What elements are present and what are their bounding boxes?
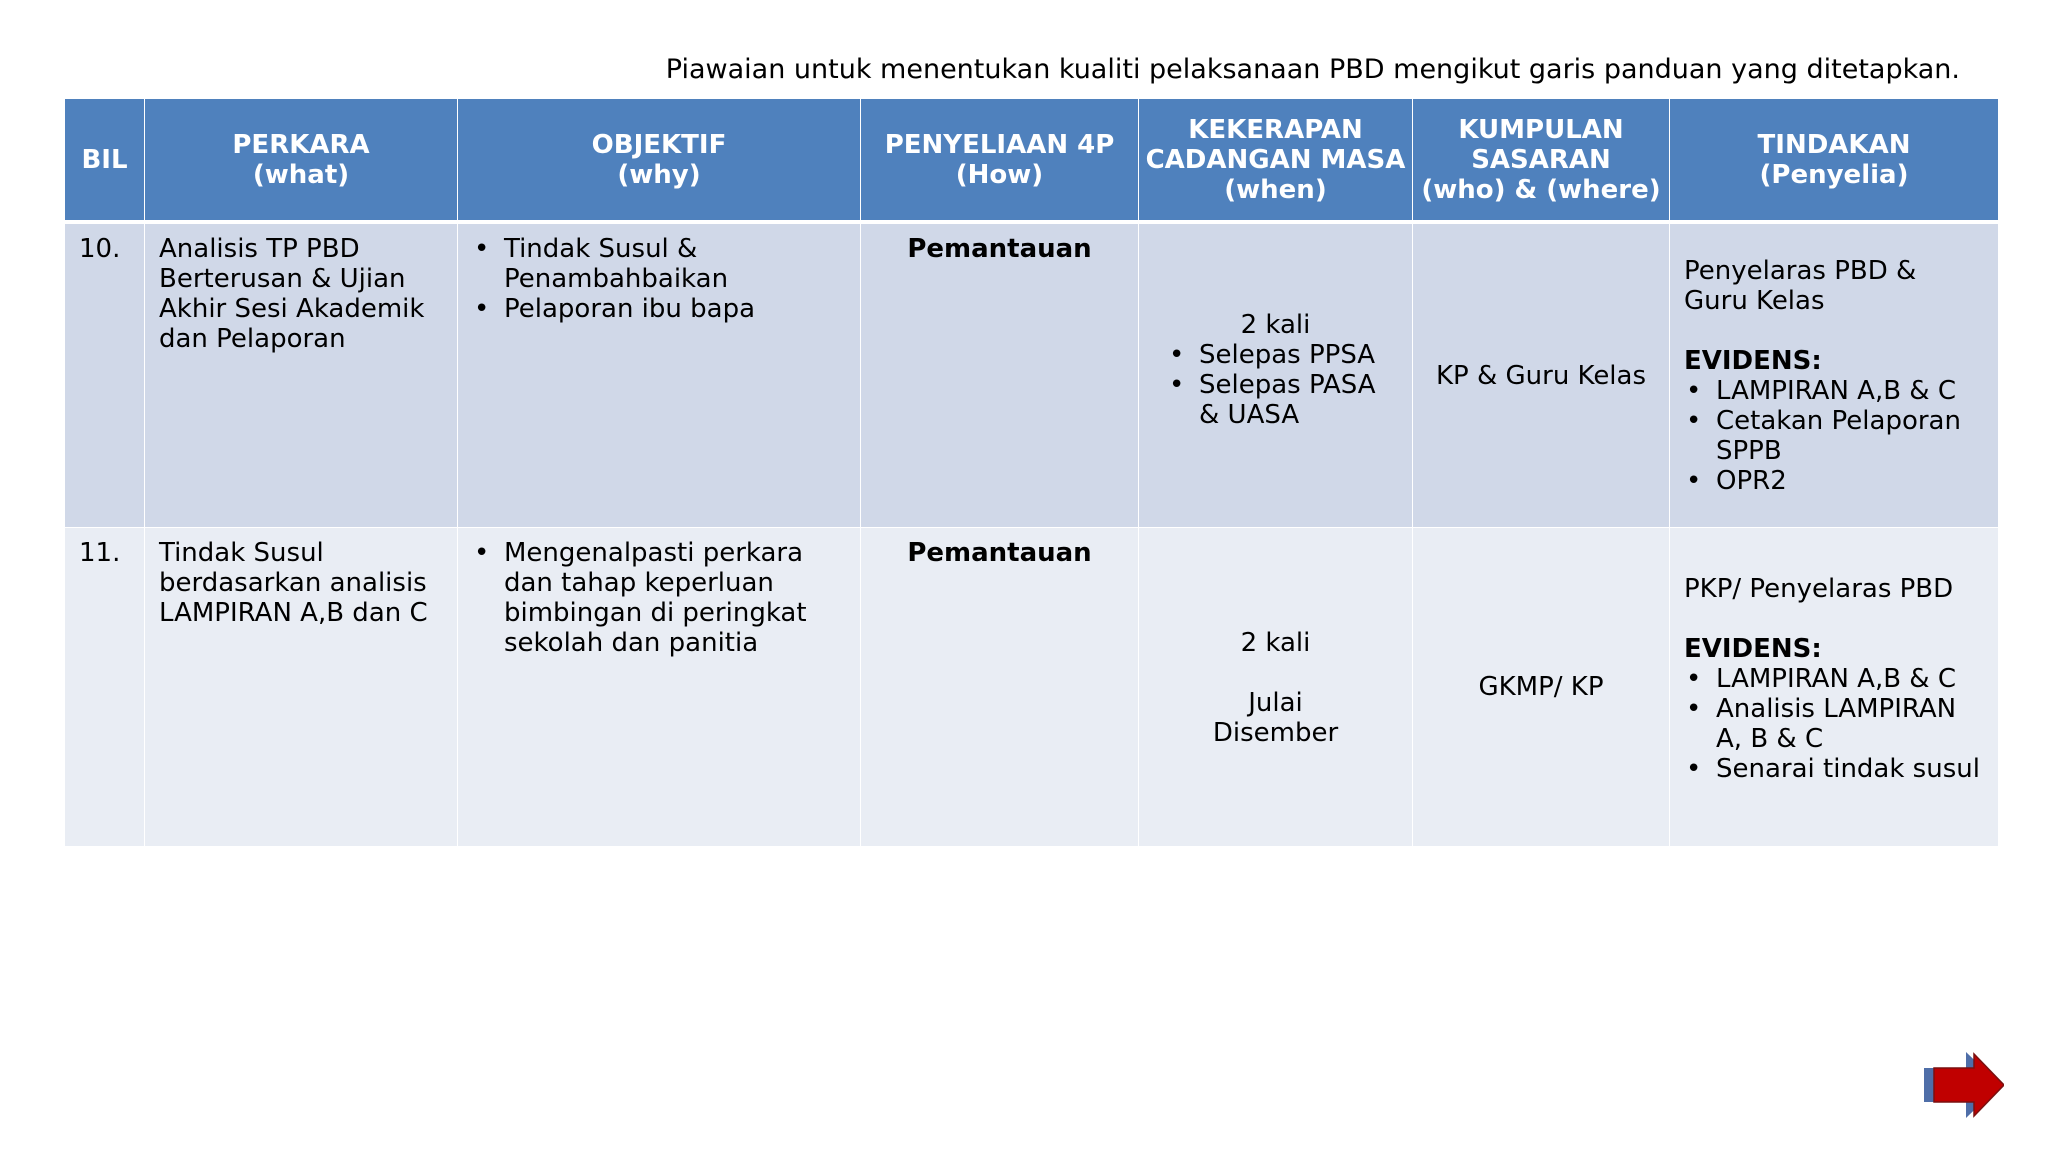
supervision-table	[64, 98, 1999, 847]
header-bil	[65, 99, 145, 223]
header-perkara-sub: (what)	[252, 159, 350, 190]
evidens-list	[1684, 664, 1984, 784]
header-objektif-sub: (why)	[617, 159, 701, 190]
table-row	[65, 222, 1999, 528]
tindakan-wrap	[1670, 224, 1998, 504]
kumpulan-text: KP & Guru Kelas	[1435, 360, 1647, 391]
cell-perkara	[145, 222, 458, 528]
objektif-list	[472, 234, 846, 324]
cell-perkara	[145, 528, 458, 847]
header-tindakan-sub: (Penyelia)	[1759, 159, 1909, 190]
list-item: • Senarai tindak susul	[1716, 754, 1984, 784]
header-perkara	[145, 99, 458, 223]
spacer	[1153, 658, 1398, 688]
header-penyeliaan-sub: (How)	[955, 159, 1044, 190]
cell-objektif	[458, 528, 861, 847]
objektif-list-wrap	[458, 224, 860, 332]
header-tindakan	[1670, 99, 1999, 223]
kekerapan-line-1: Julai	[1248, 688, 1303, 718]
header-kekerapan	[1139, 99, 1413, 223]
bil-number: 11.	[79, 538, 121, 568]
header-perkara-label: PERKARA	[232, 129, 370, 160]
kumpulan-text: GKMP/ KP	[1478, 672, 1604, 702]
evidens-label: EVIDENS:	[1684, 634, 1822, 664]
list-item: • Pelaporan ibu bapa	[504, 294, 846, 324]
next-slide-button[interactable]	[1924, 1050, 2004, 1120]
penyeliaan-text: Pemantauan	[907, 234, 1092, 264]
list-item: • Analisis LAMPIRAN A, B & C	[1716, 694, 1984, 754]
kekerapan-line-2: Disember	[1212, 718, 1339, 748]
list-item: • LAMPIRAN A,B & C	[1716, 376, 1984, 406]
header-tindakan-label: TINDAKAN	[1757, 129, 1911, 160]
cell-bil	[65, 222, 145, 528]
perkara-text: Tindak Susul berdasarkan analisis LAMPIRAN A,B dan C	[159, 538, 428, 628]
kekerapan-list	[1153, 340, 1398, 430]
slide-subtitle: Piawaian untuk menentukan kualiti pelaksanaan PBD mengikut garis panduan yang ditetapkan.	[665, 54, 1960, 85]
kekerapan-count: 2 kali	[1240, 310, 1311, 340]
cell-penyeliaan	[861, 528, 1139, 847]
header-kumpulan	[1413, 99, 1670, 223]
objektif-list	[472, 538, 846, 658]
list-item: • OPR2	[1716, 466, 1984, 496]
bil-number: 10.	[79, 234, 121, 264]
header-bil-label: BIL	[81, 144, 128, 175]
table-header-row	[65, 99, 1999, 223]
evidens-list	[1684, 376, 1984, 496]
header-objektif-label: OBJEKTIF	[591, 129, 727, 160]
header-kumpulan-label-1: KUMPULAN	[1458, 114, 1624, 145]
tindakan-penyelia: Penyelaras PBD & Guru Kelas	[1684, 256, 1917, 316]
tindakan-penyelia: PKP/ Penyelaras PBD	[1684, 574, 1954, 604]
perkara-text: Analisis TP PBD Berterusan & Ujian Akhir Sesi Akademik dan Pelaporan	[159, 234, 425, 354]
list-item: • Selepas PPSA	[1199, 340, 1398, 370]
cell-kekerapan	[1139, 222, 1413, 528]
header-objektif	[458, 99, 861, 223]
list-item: • Cetakan Pelaporan SPPB	[1716, 406, 1984, 466]
spacer	[1684, 316, 1984, 346]
spacer	[1684, 604, 1984, 634]
cell-kumpulan	[1413, 222, 1670, 528]
cell-kumpulan	[1413, 528, 1670, 847]
list-item: • Selepas PASA & UASA	[1199, 370, 1398, 430]
cell-objektif	[458, 222, 861, 528]
kekerapan-wrap	[1139, 528, 1412, 756]
header-kumpulan-label-2: SASARAN	[1471, 144, 1611, 175]
header-kumpulan-sub: (who) & (where)	[1421, 174, 1661, 205]
arrow-right-icon	[1924, 1050, 2004, 1120]
kekerapan-count: 2 kali	[1240, 628, 1311, 658]
tindakan-wrap	[1670, 528, 1998, 792]
header-kekerapan-label-1: KEKERAPAN	[1188, 114, 1363, 145]
table-row	[65, 528, 1999, 847]
kekerapan-wrap	[1139, 224, 1412, 438]
objektif-list-wrap	[458, 528, 860, 666]
list-item: • Tindak Susul & Penambahbaikan	[504, 234, 846, 294]
header-kekerapan-sub: (when)	[1224, 174, 1327, 205]
evidens-label: EVIDENS:	[1684, 346, 1822, 376]
cell-tindakan	[1670, 222, 1999, 528]
cell-penyeliaan	[861, 222, 1139, 528]
header-penyeliaan	[861, 99, 1139, 223]
cell-tindakan	[1670, 528, 1999, 847]
penyeliaan-text: Pemantauan	[907, 538, 1092, 568]
cell-kekerapan	[1139, 528, 1413, 847]
list-item: • LAMPIRAN A,B & C	[1716, 664, 1984, 694]
cell-bil	[65, 528, 145, 847]
header-kekerapan-label-2: CADANGAN MASA	[1145, 144, 1406, 175]
header-penyeliaan-label: PENYELIAAN 4P	[884, 129, 1115, 160]
list-item: • Mengenalpasti perkara dan tahap keperluan bimbingan di peringkat sekolah dan panitia	[504, 538, 846, 658]
